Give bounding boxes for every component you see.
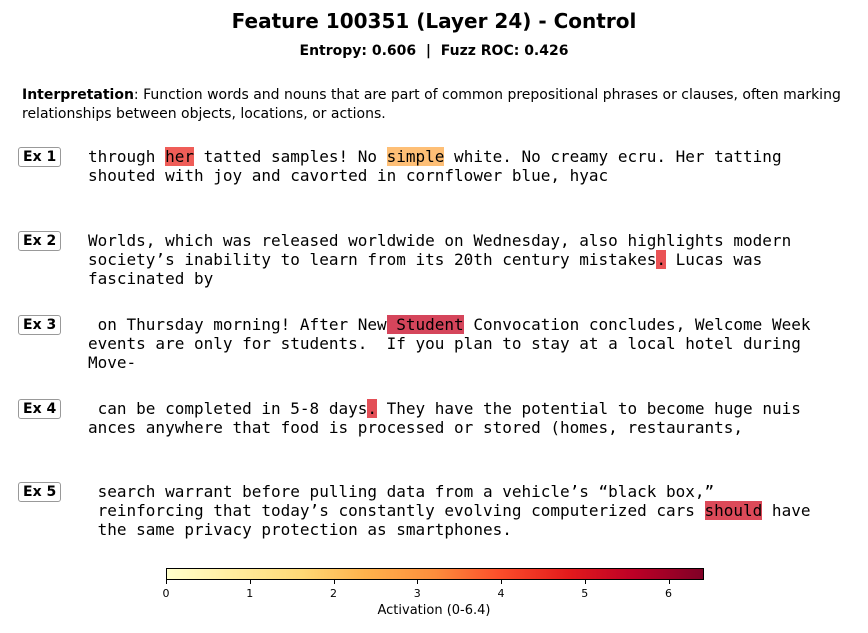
example-text-line <box>88 147 782 166</box>
colorbar-label: Activation (0-6.4) <box>377 603 491 618</box>
token-text: events are only for students. If you plan to stay at a local hotel during <box>88 334 801 353</box>
example-text-line <box>88 399 801 418</box>
example-text-line <box>88 353 136 372</box>
example-label: Ex 3 <box>18 315 61 335</box>
token-text: can be completed in 5-8 days <box>88 399 368 418</box>
colorbar-tick-label: 1 <box>246 587 254 600</box>
example-text-line <box>88 501 810 520</box>
token-text: Move- <box>88 353 137 372</box>
token-text: Convocation concludes, Welcome Week <box>463 315 811 334</box>
example-label: Ex 4 <box>18 399 61 419</box>
token-text: on Thursday morning! After New <box>88 315 387 334</box>
example-text-line <box>88 334 801 353</box>
colorbar <box>166 568 704 580</box>
token-text: Lucas was <box>665 250 763 269</box>
example-text-line <box>88 269 213 288</box>
colorbar-tick-label: 0 <box>162 587 170 600</box>
token-text: have <box>762 501 811 520</box>
token-text: the same privacy protection as smartphones. <box>88 520 512 539</box>
colorbar-tick <box>166 579 167 584</box>
token-text: white. No creamy ecru. Her tatting <box>444 147 782 166</box>
highlighted-token: simple <box>386 147 445 166</box>
figure-title: Feature 100351 (Layer 24) - Control <box>231 9 637 33</box>
example-text-line <box>88 315 810 334</box>
colorbar-tick <box>417 579 418 584</box>
highlighted-token: her <box>165 147 194 166</box>
colorbar-tick <box>585 579 586 584</box>
example-label: Ex 2 <box>18 231 61 251</box>
colorbar-tick <box>501 579 502 584</box>
example-text-line <box>88 250 762 269</box>
example-text-line <box>88 231 791 250</box>
token-text: shouted with joy and cavorted in cornflower blue, hyac <box>88 166 609 185</box>
token-text: reinforcing that today’s constantly evolving computerized cars <box>88 501 705 520</box>
token-text: fascinated by <box>88 269 214 288</box>
interpretation-label: Interpretation <box>22 87 134 103</box>
token-text: search warrant before pulling data from a vehicle’s “black box,” <box>88 482 715 501</box>
interpretation <box>22 86 862 124</box>
colorbar-tick-label: 4 <box>497 587 505 600</box>
highlighted-token: Student <box>386 315 464 334</box>
token-text: They have the potential to become huge nuis <box>377 399 801 418</box>
example-text-line <box>88 520 512 539</box>
highlighted-token: . <box>367 399 377 418</box>
token-text: society’s inability to learn from its 20th century mistakes <box>88 250 657 269</box>
colorbar-tick <box>250 579 251 584</box>
token-text: Worlds, which was released worldwide on Wednesday, also highlights modern <box>88 231 792 250</box>
example-text-line <box>88 418 743 437</box>
figure-subtitle: Entropy: 0.606 | Fuzz ROC: 0.426 <box>299 43 569 59</box>
token-text: tatted samples! No <box>193 147 387 166</box>
token-text: ances anywhere that food is processed or stored (homes, restaurants, <box>88 418 744 437</box>
token-text: through <box>88 147 166 166</box>
colorbar-tick-label: 2 <box>330 587 337 600</box>
example-text-line <box>88 166 608 185</box>
example-label: Ex 1 <box>18 147 61 167</box>
highlighted-token: . <box>656 250 666 269</box>
colorbar-tick-label: 6 <box>665 587 672 600</box>
highlighted-token: should <box>704 501 763 520</box>
colorbar-tick-label: 5 <box>581 587 589 600</box>
colorbar-tick <box>334 579 335 584</box>
colorbar-tick <box>669 579 670 584</box>
colorbar-tick-label: 3 <box>413 587 421 600</box>
interpretation-text: : Function words and nouns that are part of common prepositional phrases or clauses, often marking relationships between objects, locations, or actions. <box>22 87 841 122</box>
example-label: Ex 5 <box>18 482 61 502</box>
example-text-line <box>88 482 714 501</box>
